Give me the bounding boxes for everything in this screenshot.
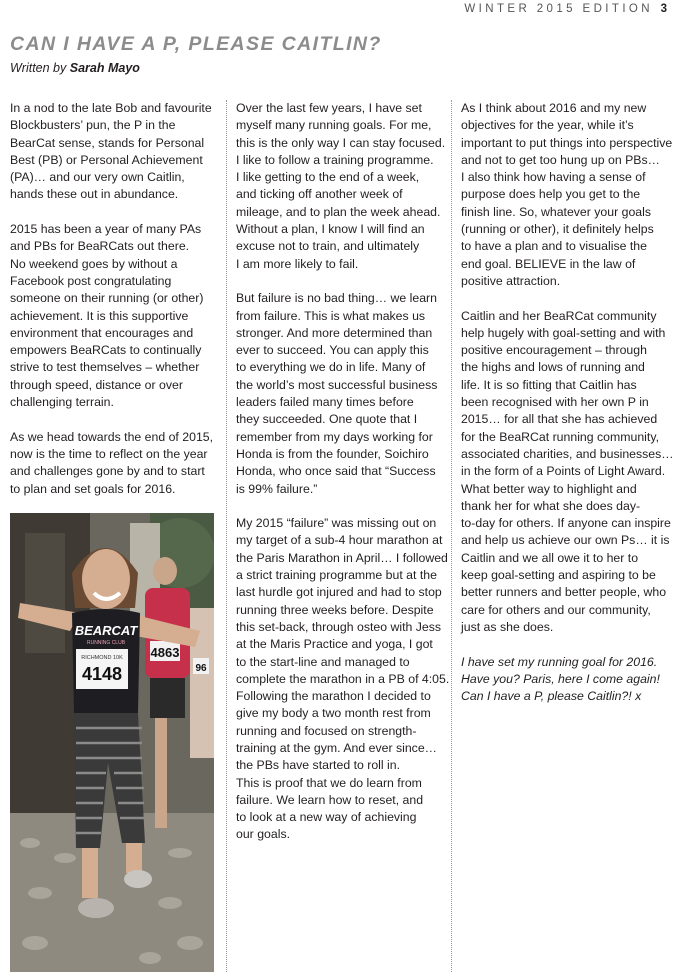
paragraph: [461, 308, 683, 637]
text-line: mileage, and to plan the week ahead.: [236, 204, 441, 219]
runner-photo-illustration: [10, 513, 214, 972]
text-line: and challenges gone by and to start: [10, 464, 205, 479]
text-line: Without a plan, I know I will find an: [236, 222, 425, 237]
author-name: Sarah Mayo: [69, 61, 140, 75]
text-line: in the form of a Points of Light Award.: [461, 464, 666, 479]
closing-paragraph: [461, 654, 683, 706]
column-2: [236, 100, 450, 861]
text-line: important to put things into perspective: [461, 135, 673, 150]
text-line: (running or other), it definitely helps: [461, 222, 654, 237]
background-bib-number: 4863: [150, 645, 180, 660]
text-line: the highs and lows of running and: [461, 360, 645, 375]
text-line: been recognised with her own P in: [461, 395, 649, 410]
text-line: running and focused on strength-: [236, 723, 417, 738]
text-line: Blockbusters’ pun, the P in the: [10, 118, 176, 133]
text-line: life. It is so fitting that Caitlin has: [461, 377, 637, 392]
paragraph: [236, 515, 450, 844]
text-line: (PA)… and our very own Caitlin,: [10, 170, 185, 185]
text-line: better runners and better people, who: [461, 585, 667, 600]
text-line: I have set my running goal for 2016.: [461, 654, 658, 669]
text-line: for the BeaRCat running community,: [461, 429, 659, 444]
text-line: objectives for the year, while it’s: [461, 118, 634, 133]
column-1: [10, 100, 218, 515]
text-line: through speed, distance or over: [10, 377, 183, 392]
text-line: Can I have a P, please Caitlin?! x: [461, 689, 642, 704]
text-line: training at the gym. And ever since…: [236, 740, 437, 755]
text-line: achievement. It is this supportive: [10, 308, 189, 323]
paragraph: [10, 221, 218, 411]
vest-club-name: BEARCAT: [74, 623, 138, 638]
text-line: environment that encourages and: [10, 325, 194, 340]
text-line: to everything we do in life. Many of: [236, 360, 426, 375]
paragraph: [461, 100, 683, 290]
text-line: just as she does.: [461, 619, 554, 634]
text-line: this is the only way I can stay focused.: [236, 135, 446, 150]
text-line: give my body a two month rest from: [236, 706, 431, 721]
text-line: and PBs for BeaRCats out there.: [10, 239, 190, 254]
text-line: Caitlin and her BeaRCat community: [461, 308, 657, 323]
vest-club-subtext: RUNNING CLUB: [86, 640, 126, 646]
race-bib-number: 4148: [81, 664, 123, 684]
text-line: 2015… for all that she has achieved: [461, 412, 658, 427]
text-line: In a nod to the late Bob and favourite: [10, 101, 212, 115]
text-line: hands these out in abundance.: [10, 187, 179, 202]
text-line: As we head towards the end of 2015,: [10, 429, 214, 444]
text-line: What better way to highlight and: [461, 481, 637, 496]
column-3: [461, 100, 683, 723]
text-line: Following the marathon I decided to: [236, 689, 431, 704]
runner-photo: [10, 513, 214, 972]
edition-label: WINTER 2015 EDITION: [464, 3, 653, 15]
text-line: finish line. So, whatever your goals: [461, 204, 652, 219]
text-line: to the start-line and managed to: [236, 654, 410, 669]
text-line: excuse not to train, and ultimately: [236, 239, 420, 254]
text-line: Over the last few years, I have set: [236, 101, 422, 115]
text-line: challenging terrain.: [10, 395, 114, 410]
text-line: care for others and our community,: [461, 602, 651, 617]
text-line: and help us achieve our own Ps… it is: [461, 533, 670, 548]
text-line: But failure is no bad thing… we learn: [236, 291, 437, 306]
byline-prefix: Written by: [10, 61, 67, 75]
text-line: As I think about 2016 and my new: [461, 101, 647, 115]
text-line: This is proof that we do learn from: [236, 775, 422, 790]
text-line: to-day for others. If anyone can inspire: [461, 516, 671, 531]
text-line: 2015 has been a year of many PAs: [10, 222, 202, 237]
text-line: a strict training programme but at the: [236, 568, 437, 583]
column-divider-right: [451, 100, 452, 972]
text-line: at the Maris Practice and yoga, I got: [236, 637, 433, 652]
text-line: and not to get too hung up on PBs…: [461, 152, 660, 167]
text-line: is 99% failure.”: [236, 481, 318, 496]
text-line: failure. We learn how to reset, and: [236, 792, 424, 807]
background-bib-number-2: 96: [195, 663, 207, 674]
text-line: purpose does help you get to the: [461, 187, 641, 202]
text-line: stronger. And more determined than: [236, 325, 433, 340]
text-line: they succeeded. One quote that I: [236, 412, 418, 427]
text-line: My 2015 “failure” was missing out on: [236, 516, 437, 531]
text-line: empowers BeaRCats to continually: [10, 343, 202, 358]
text-line: the Paris Marathon in April… I followed: [236, 550, 448, 565]
text-line: Facebook post congratulating: [10, 273, 172, 288]
column-divider-left: [226, 100, 227, 972]
page-number: 3: [660, 3, 667, 15]
paragraph: [10, 429, 218, 498]
article-title: CAN I HAVE A P, PLEASE CAITLIN?: [10, 33, 382, 55]
race-bib-label: RICHMOND 10K: [81, 655, 123, 661]
text-line: and ticking off another week of: [236, 187, 403, 202]
text-line: strive to test themselves – whether: [10, 360, 200, 375]
text-line: complete the marathon in a PB of 4:05.: [236, 671, 450, 686]
text-line: myself many running goals. For me,: [236, 118, 432, 133]
text-line: Honda is from the founder, Soichiro: [236, 446, 429, 461]
text-line: the PBs have started to roll in.: [236, 758, 401, 773]
text-line: I like getting to the end of a week,: [236, 170, 420, 185]
text-line: I am more likely to fail.: [236, 256, 359, 271]
text-line: to look at a new way of achieving: [236, 810, 417, 825]
text-line: our goals.: [236, 827, 291, 842]
text-line: remember from my days working for: [236, 429, 433, 444]
byline: [10, 61, 140, 75]
text-line: thank her for what she does day-: [461, 498, 641, 513]
text-line: to have a plan and to visualise the: [461, 239, 647, 254]
text-line: Best (PB) or Personal Achievement: [10, 152, 203, 167]
text-line: end goal. BELIEVE in the law of: [461, 256, 636, 271]
text-line: I like to follow a training programme.: [236, 152, 434, 167]
text-line: No weekend goes by without a: [10, 256, 178, 271]
text-line: I also think how having a sense of: [461, 170, 646, 185]
text-line: now is the time to reflect on the year: [10, 446, 208, 461]
text-line: my target of a sub-4 hour marathon at: [236, 533, 443, 548]
text-line: Honda, who once said that “Success: [236, 464, 436, 479]
text-line: keep goal-setting and aspiring to be: [461, 568, 656, 583]
text-line: Have you? Paris, here I come again!: [461, 671, 660, 686]
text-line: associated charities, and businesses…: [461, 446, 674, 461]
text-line: from failure. This is what makes us: [236, 308, 426, 323]
paragraph: [236, 100, 450, 273]
text-line: the world’s most successful business: [236, 377, 438, 392]
paragraph: [10, 100, 218, 204]
text-line: positive encouragement – through: [461, 343, 647, 358]
text-line: to plan and set goals for 2016.: [10, 481, 176, 496]
edition-header: [464, 3, 667, 15]
text-line: this set-back, through osteo with Jess: [236, 619, 442, 634]
text-line: ever to succeed. You can apply this: [236, 343, 429, 358]
text-line: last hurdle got injured and had to stop: [236, 585, 442, 600]
text-line: running three weeks before. Despite: [236, 602, 434, 617]
text-line: Caitlin and we all owe it to her to: [461, 550, 639, 565]
text-line: positive attraction.: [461, 273, 561, 288]
text-line: help hugely with goal-setting and with: [461, 325, 666, 340]
paragraph: [236, 290, 450, 498]
text-line: BearCat sense, stands for Personal: [10, 135, 205, 150]
text-line: someone on their running (or other): [10, 291, 204, 306]
text-line: leaders failed many times before: [236, 395, 414, 410]
